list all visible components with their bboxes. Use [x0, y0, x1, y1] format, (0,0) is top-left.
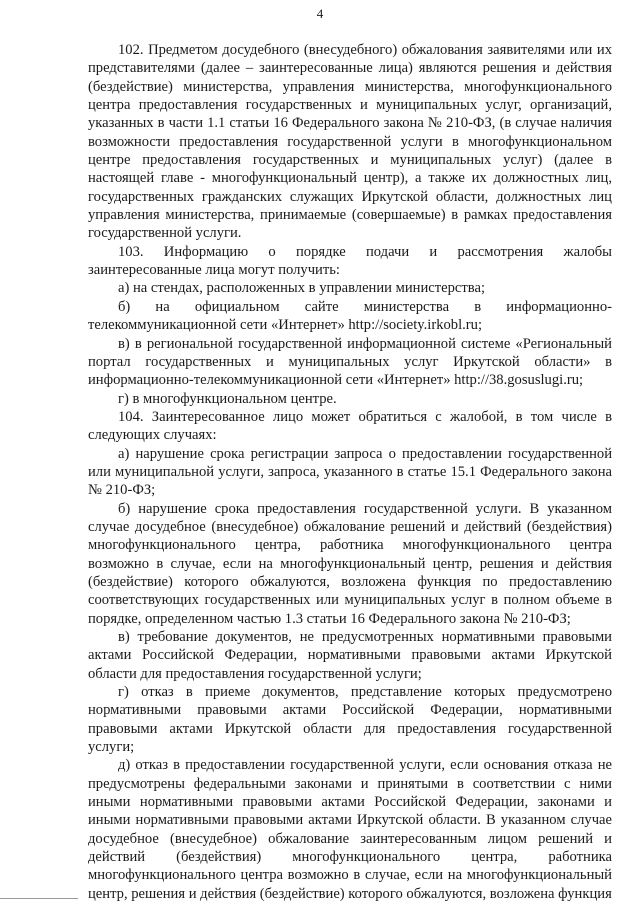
paragraph-102-subject: 102. Предметом досудебного (внесудебного) обжалования заявителями или их представителями (далее – заинтересованные лица) являются решения и действия (бездействие) министерства, управления министерства, многофункционального центра предоставления государственных и муниципальных услуг, организаций, указанных в части 1.1 статьи 16 Федерального закона № 210-ФЗ, (в случае наличия возможности предоставления государственной услуги в многофункциональном центре предоставления государственных и муниципальных услуг) (далее в настоящей главе - многофункциональный центр), а также их должностных лиц, государственных гражданских служащих Иркутской области, должностных лиц управления министерства, принимаемые (совершаемые) в рамках предоставления государственной услуги.: [88, 42, 612, 242]
list-item-103-b: б) на официальном сайте министерства в информационно-телекоммуникационной сети «Интернет» http://society.irkobl.ru;: [88, 298, 612, 334]
footer-divider: [0, 898, 78, 899]
paragraph-104-cases: 104. Заинтересованное лицо может обратиться с жалобой, в том числе в следующих случаях:: [88, 408, 612, 444]
list-item-104-b: б) нарушение срока предоставления государственной услуги. В указанном случае досудебное (внесудебное) обжалование решений и действий (бездействия) многофункционального центра, работника многофункционального центра возможно в случае, если на многофункциональный центр, решения и действия (бездействие) которого обжалуются, возложена функция по предоставлению соответствующих государственных или муниципальных услуг в полном объеме в порядке, определенном частью 1.3 статьи 16 Федерального закона № 210-ФЗ;: [88, 500, 612, 627]
list-item-103-v: в) в региональной государственной информационной системе «Региональный портал государственных и муниципальных услуг Иркутской области» в информационно-телекоммуникационной сети «Интернет» http://38.gosuslugi.ru;: [88, 335, 612, 389]
list-item-104-a: а) нарушение срока регистрации запроса о предоставлении государственной или муниципальной услуги, запроса, указанного в статье 15.1 Федерального закона № 210-ФЗ;: [88, 445, 612, 499]
list-item-103-a: а) на стендах, расположенных в управлении министерства;: [118, 280, 486, 297]
list-item-104-v: в) требование документов, не предусмотренных нормативными правовыми актами Российской Федерации, нормативными правовыми актами Иркутской области для предоставления государственной услуги;: [88, 629, 612, 682]
list-item-104-g: г) отказ в приеме документов, представление которых предусмотрено нормативными правовыми актами Российской Федерации, нормативными правовыми актами Иркутской области для предоставления государственной услуги;: [88, 684, 612, 756]
page-number: 4: [316, 6, 324, 21]
paragraph-103-info: 103. Информацию о порядке подачи и рассмотрения жалобы заинтересованные лица могут получить:: [88, 243, 612, 279]
list-item-104-d: д) отказ в предоставлении государственной услуги, если основания отказа не предусмотрены федеральными законами и принятыми в соответствии с ними иными нормативными правовыми актами Российской Федерации, законами и иными нормативными правовыми актами Иркутской области. В указанном случае досудебное (внесудебное) обжалование заинтересованным лицом решений и действий (бездействия) многофункционального центра, работника многофункционального центра возможно в случае, если на многофункциональный центр, решения и действия (бездействие) которого обжалуются, возложена функция: [88, 757, 612, 902]
list-item-103-g: г) в многофункциональном центре.: [118, 390, 337, 407]
document-body: [88, 41, 612, 903]
